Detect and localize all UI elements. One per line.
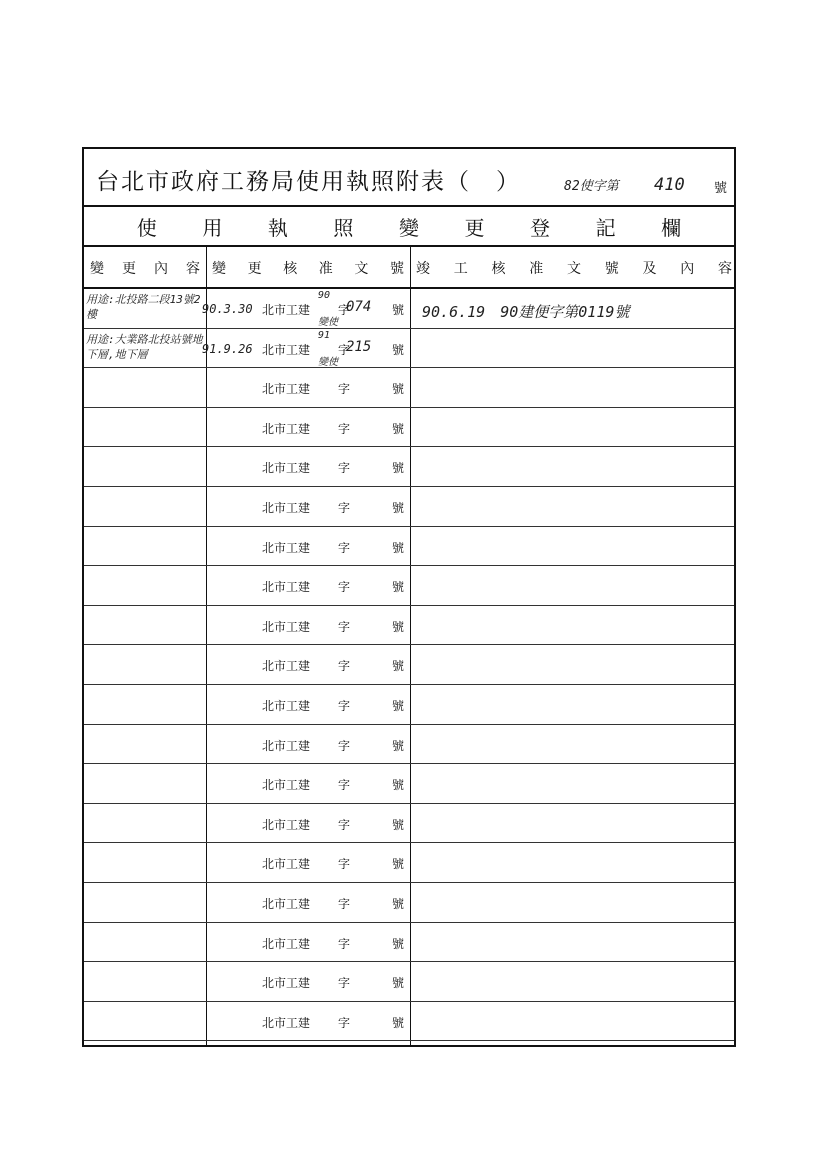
approval-year: 90 [318,290,331,301]
bureau-label: 北市工建 [262,580,311,595]
approval-doc-cell [206,962,410,1001]
table-row [84,1002,734,1042]
completion-text: 90.6.19 90建便字第0119號 [422,303,630,321]
hao-label: 號 [392,778,405,793]
zi-label: 字 [338,303,351,317]
section-title [84,207,734,247]
table-row [84,606,734,646]
approval-printed-text [262,816,405,833]
change-content-cell [84,962,206,1001]
change-content-cell [84,566,206,605]
completion-cell [410,883,738,922]
completion-cell [410,606,738,645]
approval-doc-cell [206,566,410,605]
zi-label: 字 [338,857,351,872]
completion-cell [410,487,738,526]
approval-note: 變使 [318,356,338,368]
approval-doc-cell [206,883,410,922]
zi-label: 字 [338,778,351,793]
zi-label: 字 [338,699,351,713]
approval-doc-cell [206,1002,410,1041]
hao-label: 號 [392,303,405,317]
change-content-cell [84,804,206,843]
change-content-cell [84,883,206,922]
bureau-label: 北市工建 [262,738,311,753]
change-content-text: 用途:大業路北投站號地下層,地下層 [86,332,203,361]
approval-printed-text [262,935,405,952]
hao-label: 號 [392,580,405,595]
approval-number: 074 [346,299,372,315]
hao-label: 號 [392,540,405,555]
section-title-char: 欄 [661,215,682,240]
bureau-label: 北市工建 [262,382,311,397]
approval-printed-text [262,420,405,437]
table-row [84,368,734,408]
completion-cell [410,685,738,724]
change-content-cell [84,289,206,328]
approval-doc-cell [206,487,410,526]
approval-date: 90.3.30 [202,302,253,316]
bureau-label: 北市工建 [262,857,311,872]
change-content-cell [84,368,206,407]
change-content-cell [84,527,206,566]
table-row [84,289,734,329]
hao-label: 號 [392,461,405,476]
license-prefix: 82使字第 [564,179,619,194]
approval-printed-text [262,499,405,516]
bureau-label: 北市工建 [262,540,311,555]
approval-doc-cell [206,923,410,962]
completion-cell [410,764,738,803]
completion-cell [410,368,738,407]
approval-number: 215 [346,338,372,355]
hao-label: 號 [392,936,405,951]
zi-label: 字 [338,738,351,753]
table-row [84,923,734,963]
header-completion: 竣 工 核 准 文 號 及 內 容 [416,261,732,277]
bureau-label: 北市工建 [262,619,311,634]
table-row [84,487,734,527]
hao-label: 號 [392,501,405,515]
approval-doc-cell [202,289,410,328]
bureau-label: 北市工建 [262,699,311,713]
hao-label: 號 [392,421,405,436]
bureau-label: 北市工建 [262,936,311,951]
bureau-label: 北市工建 [262,303,311,317]
table-row [84,804,734,844]
section-title-char: 變 [398,215,419,240]
table-row [84,447,734,487]
section-title-char: 執 [267,215,288,240]
hao-label: 號 [392,738,405,753]
hao-label: 號 [392,342,405,357]
completion-cell [410,923,738,962]
completion-cell [410,289,738,328]
approval-doc-cell [206,368,410,407]
change-content-cell [84,1002,206,1041]
form-title: 台北市政府工務局使用執照附表（ ） [96,169,521,195]
approval-doc-cell [206,527,410,566]
zi-label: 字 [338,936,351,951]
hao-label: 號 [392,1015,405,1030]
section-title-char: 記 [595,215,616,240]
approval-doc-cell [202,329,410,368]
approval-printed-text [262,1014,405,1031]
table-row [84,962,734,1002]
change-content-cell [84,725,206,764]
change-content-cell [84,408,206,447]
approval-printed-text [262,380,405,397]
approval-doc-cell [206,804,410,843]
approval-printed-text [262,737,405,754]
change-content-cell [84,923,206,962]
hao-label: 號 [392,619,405,634]
change-content-cell [84,764,206,803]
bureau-label: 北市工建 [262,659,311,674]
approval-doc-cell [206,606,410,645]
bureau-label: 北市工建 [262,461,311,476]
completion-cell [410,566,738,605]
approval-doc-cell [206,447,410,486]
license-number: 410 [654,175,685,195]
completion-cell [410,408,738,447]
completion-cell [410,804,738,843]
approval-doc-cell [206,408,410,447]
zi-label: 字 [338,817,351,832]
completion-cell [410,527,738,566]
header-approval-doc: 變 更 核 准 文 號 [212,261,404,277]
change-content-cell [84,447,206,486]
change-content-cell [84,606,206,645]
table-row [84,566,734,606]
bureau-label: 北市工建 [262,1015,311,1030]
table-row [84,725,734,765]
hao-label: 號 [392,976,405,991]
zi-label: 字 [338,540,351,555]
section-title-char: 照 [333,215,354,240]
completion-cell [410,447,738,486]
hao-label: 號 [392,817,405,832]
completion-cell [410,329,738,368]
table-row [84,527,734,567]
change-content-cell [84,645,206,684]
table-row [84,883,734,923]
bureau-label: 北市工建 [262,817,311,832]
approval-date: 91.9.26 [202,341,253,356]
hao-label: 號 [392,382,405,397]
approval-printed-text [262,855,405,872]
license-suffix: 號 [714,181,728,196]
title-row [84,149,734,207]
zi-label: 字 [338,421,351,436]
approval-doc-cell [206,725,410,764]
approval-doc-cell [206,685,410,724]
completion-cell [410,1002,738,1041]
approval-doc-cell [206,645,410,684]
zi-label: 字 [338,580,351,595]
bureau-label: 北市工建 [262,501,311,515]
zi-label: 字 [338,501,351,515]
hao-label: 號 [392,897,405,911]
license-change-form [82,147,736,1047]
hao-label: 號 [392,659,405,674]
table-header [84,247,734,289]
approval-printed-text [262,895,405,912]
zi-label: 字 [338,976,351,991]
completion-cell [410,725,738,764]
zi-label: 字 [338,619,351,634]
approval-printed-text [262,618,405,635]
bureau-label: 北市工建 [262,421,311,436]
table-row [84,645,734,685]
bureau-label: 北市工建 [262,778,311,793]
header-change-content: 變 更 內 容 [90,261,200,277]
section-title-char: 登 [530,215,551,240]
change-content-cell [84,685,206,724]
approval-printed-text [262,697,405,714]
zi-label: 字 [338,342,351,357]
change-content-cell [84,329,206,368]
approval-printed-text [262,459,405,476]
approval-doc-cell [206,764,410,803]
table-row [84,408,734,448]
zi-label: 字 [338,382,351,397]
table-row [84,685,734,725]
zi-label: 字 [338,1015,351,1030]
approval-printed-text [262,776,405,793]
section-title-char: 使 [136,215,157,240]
approval-printed-text [262,539,405,556]
change-content-text: 用途:北投路二段13號2樓 [86,293,201,321]
completion-cell [410,843,738,882]
zi-label: 字 [338,897,351,911]
zi-label: 字 [338,659,351,674]
section-title-char: 更 [464,215,485,240]
approval-note: 變使 [318,317,338,328]
bureau-label: 北市工建 [262,342,311,357]
approval-printed-text [262,974,405,991]
completion-cell [410,645,738,684]
bureau-label: 北市工建 [262,897,311,911]
hao-label: 號 [392,699,405,713]
hao-label: 號 [392,857,405,872]
change-content-cell [84,487,206,526]
change-content-cell [84,843,206,882]
approval-year: 91 [318,329,331,341]
table-row [84,843,734,883]
bureau-label: 北市工建 [262,976,311,991]
table-row [84,764,734,804]
approval-printed-text [262,578,405,595]
completion-cell [410,962,738,1001]
zi-label: 字 [338,461,351,476]
table-row [84,329,734,369]
section-title-char: 用 [202,215,223,240]
approval-doc-cell [206,843,410,882]
approval-printed-text [262,657,405,674]
